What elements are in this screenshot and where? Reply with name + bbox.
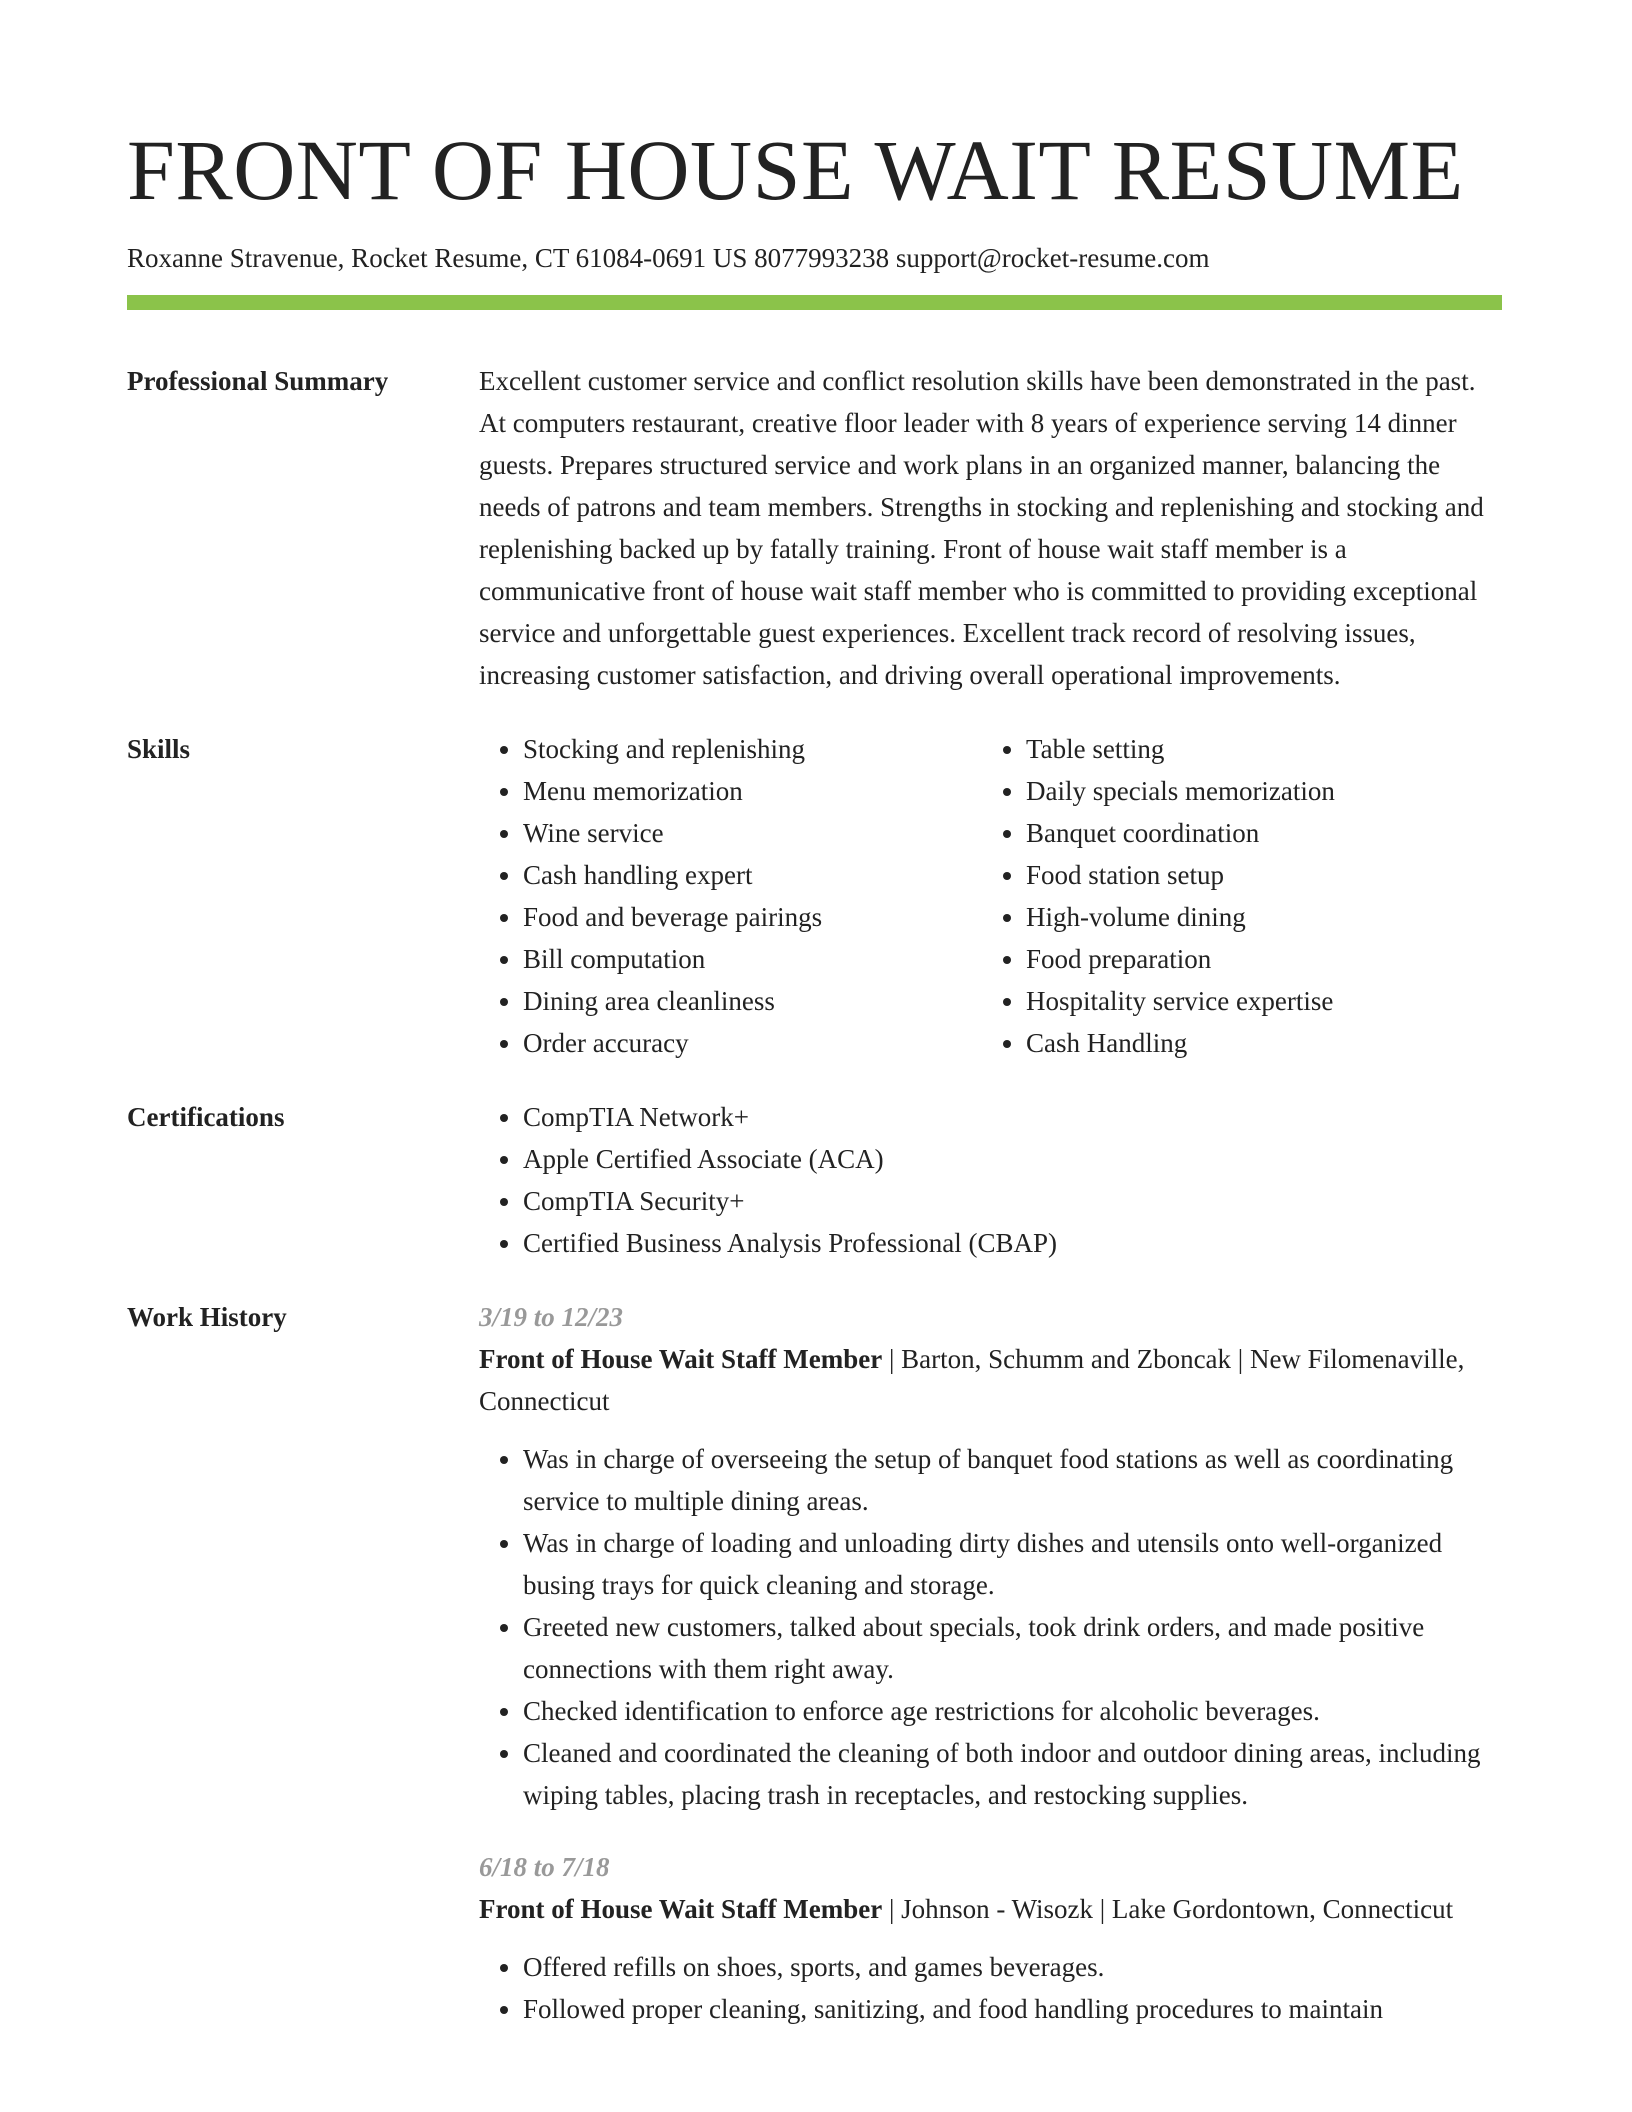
skills-list-left — [479, 728, 982, 1064]
job-dates: 6/18 to 7/18 — [479, 1852, 610, 1882]
skill-item: • Wine service — [523, 812, 982, 854]
skill-item: • Food preparation — [1026, 938, 1502, 980]
skills-grid — [479, 728, 1502, 1064]
job-employer-location: | Johnson - Wisozk | Lake Gordontown, Connecticut — [882, 1894, 1454, 1924]
summary-content — [479, 360, 1502, 696]
work-history-content — [479, 1296, 1502, 2030]
skill-item: • Hospitality service expertise — [1026, 980, 1502, 1022]
contact-info: Roxanne Stravenue, Rocket Resume, CT 61084-0691 US 8077993238 support@rocket-resume.com — [127, 243, 1210, 273]
skill-item: • Dining area cleanliness — [523, 980, 982, 1022]
job-bullets — [479, 1438, 1502, 1816]
certification-item: • CompTIA Security+ — [523, 1180, 1502, 1222]
certifications-content — [479, 1096, 1502, 1264]
skill-item: • Table setting — [1026, 728, 1502, 770]
work-history-heading: Work History — [127, 1302, 287, 1332]
accent-divider — [127, 295, 1502, 310]
skill-item: • Cash handling expert — [523, 854, 982, 896]
certifications-section — [127, 1096, 1502, 1264]
job-employer-location: | Barton, Schumm and Zboncak | New Filomenaville, Connecticut — [479, 1344, 1465, 1416]
job-bullet: • Followed proper cleaning, sanitizing, and food handling procedures to maintain — [523, 1988, 1502, 2030]
skill-item: • Daily specials memorization — [1026, 770, 1502, 812]
job-dates: 3/19 to 12/23 — [479, 1302, 624, 1332]
job-bullets — [479, 1946, 1502, 2030]
certification-item: • Apple Certified Associate (ACA) — [523, 1138, 1502, 1180]
resume-page — [127, 0, 1502, 2030]
summary-text: Excellent customer service and conflict resolution skills have been demonstrated in the past. At computers restaurant, creative floor leader with 8 years of experience serving 14 dinner guests. Prepares structured service and work plans in an organized manner, balancing the needs of patrons and team members. Strengths in stocking and replenishing and stocking and replenishing backed up by fatally training. Front of house wait staff member is a communicative front of house wait staff member who is committed to providing exceptional service and unforgettable guest experiences. Excellent track record of resolving issues, increasing customer satisfaction, and driving overall operational improvements. — [479, 366, 1484, 690]
job-bullet: • Cleaned and coordinated the cleaning of both indoor and outdoor dining areas, including wiping tables, placing trash in receptacles, and restocking supplies. — [523, 1732, 1502, 1816]
job-header — [479, 1888, 1502, 1930]
skills-heading: Skills — [127, 734, 191, 764]
skills-content — [479, 728, 1502, 1064]
summary-heading: Professional Summary — [127, 366, 389, 396]
skill-item: • Food station setup — [1026, 854, 1502, 896]
skill-item: • Cash Handling — [1026, 1022, 1502, 1064]
job-bullet: • Checked identification to enforce age restrictions for alcoholic beverages. — [523, 1690, 1502, 1732]
skill-item: • Banquet coordination — [1026, 812, 1502, 854]
certification-item: • Certified Business Analysis Professional (CBAP) — [523, 1222, 1502, 1264]
job-bullet: • Greeted new customers, talked about specials, took drink orders, and made positive connections with them right away. — [523, 1606, 1502, 1690]
job-bullet: • Was in charge of overseeing the setup of banquet food stations as well as coordinating service to multiple dining areas. — [523, 1438, 1502, 1522]
skill-item: • High-volume dining — [1026, 896, 1502, 938]
summary-section — [127, 360, 1502, 696]
work-history-section — [127, 1296, 1502, 2030]
job-title: Front of House Wait Staff Member — [479, 1344, 883, 1374]
job-header — [479, 1338, 1502, 1422]
skills-section — [127, 728, 1502, 1064]
skill-item: • Stocking and replenishing — [523, 728, 982, 770]
certification-item: • CompTIA Network+ — [523, 1096, 1502, 1138]
certifications-heading: Certifications — [127, 1102, 285, 1132]
skills-list-right — [982, 728, 1502, 1064]
job-entry — [479, 1296, 1502, 1816]
skill-item: • Bill computation — [523, 938, 982, 980]
job-entry — [479, 1846, 1502, 2030]
skill-item: • Food and beverage pairings — [523, 896, 982, 938]
certifications-list — [479, 1096, 1502, 1264]
resume-title: FRONT OF HOUSE WAIT RESUME — [127, 122, 1464, 218]
skill-item: • Menu memorization — [523, 770, 982, 812]
job-bullet: • Offered refills on shoes, sports, and games beverages. — [523, 1946, 1502, 1988]
job-bullet: • Was in charge of loading and unloading dirty dishes and utensils onto well-organized busing trays for quick cleaning and storage. — [523, 1522, 1502, 1606]
skill-item: • Order accuracy — [523, 1022, 982, 1064]
job-title: Front of House Wait Staff Member — [479, 1894, 883, 1924]
